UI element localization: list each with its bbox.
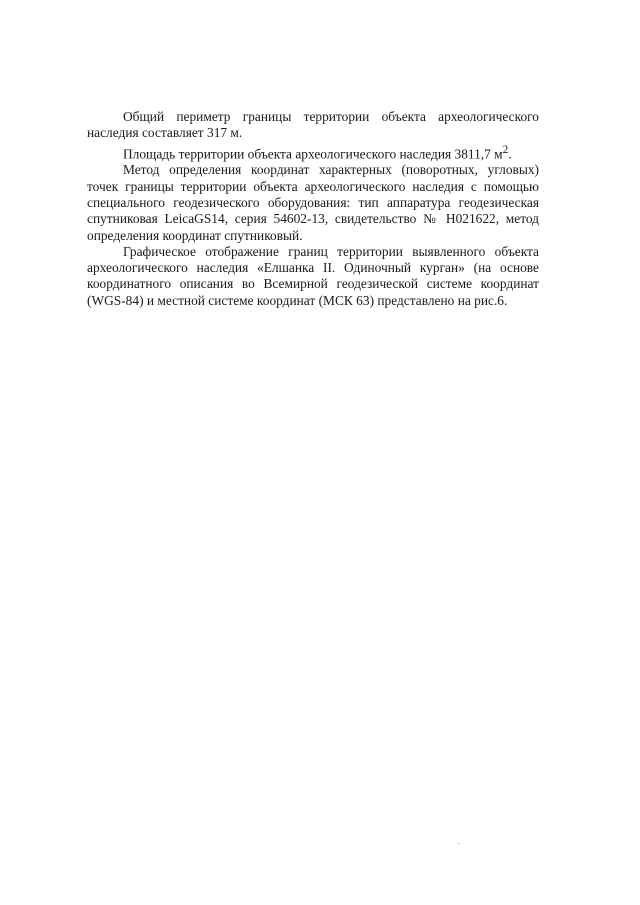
paragraph-graphic: Графическое отображение границ территории выявленного объекта археологического наследия «Елшанка II. Одиночный курган» (на основе координатного описания во Всемирной геодезической системе координат (WGS-84) и местной системе координат (МСК 63) представлено на рис.6. <box>87 243 539 308</box>
area-text-end: . <box>508 146 512 162</box>
scan-speck <box>458 843 460 844</box>
paragraph-method: Метод определения координат характерных (поворотных, угловых) точек границы территории объекта археологического наследия с помощью специального геодезического оборудования: тип аппаратура геодезическая спутниковая LeicaGS14, серия 54602-13, свидетельство № Н021622, метод определения координат спутниковый. <box>87 162 539 243</box>
body-text <box>87 109 539 309</box>
area-text: Площадь территории объекта археологического наследия 3811,7 м <box>123 146 503 162</box>
paragraph-area <box>87 142 539 163</box>
area-unit-superscript: 2 <box>502 143 509 156</box>
paragraph-perimeter: Общий периметр границы территории объекта археологического наследия составляет 317 м. <box>87 109 539 141</box>
